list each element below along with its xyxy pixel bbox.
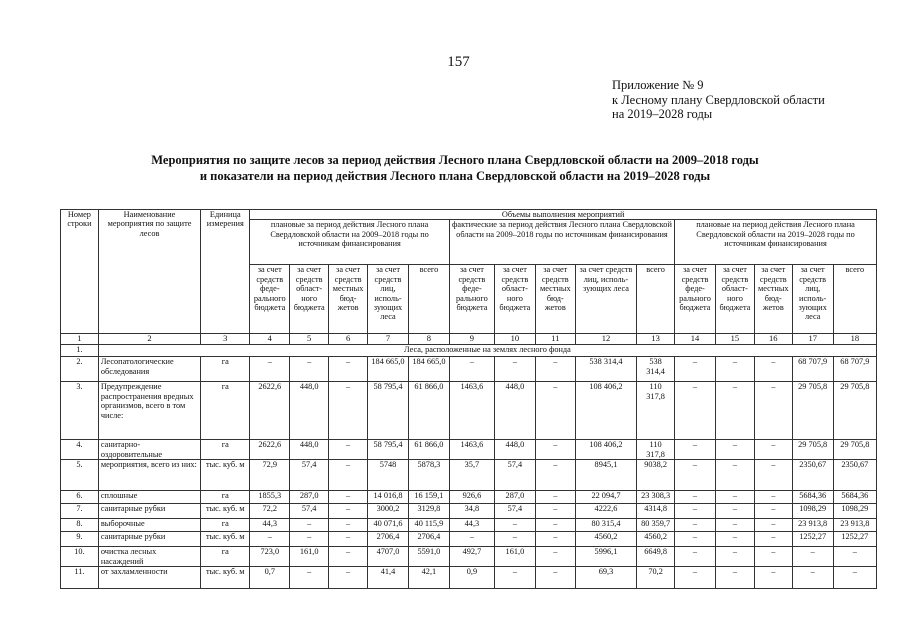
row-value: – — [675, 519, 716, 532]
sub-total: всего — [637, 265, 675, 334]
row-unit: га — [201, 491, 250, 504]
row-value: 1098,29 — [833, 504, 876, 519]
appendix-line-3: на 2019–2028 годы — [612, 107, 713, 121]
column-number-8: 8 — [408, 334, 449, 345]
row-value: 448,0 — [494, 440, 535, 460]
row-number: 7. — [61, 504, 99, 519]
column-number-11: 11 — [535, 334, 575, 345]
row-name: от захламленности — [98, 567, 200, 589]
sub-persons: за счет средств лиц, исполь-зующих леса — [792, 265, 833, 334]
row-value: – — [329, 519, 368, 532]
row-value: – — [754, 547, 792, 567]
row-value: 42,1 — [408, 567, 449, 589]
row-value: – — [833, 567, 876, 589]
row-value: – — [715, 547, 754, 567]
row-value: – — [290, 519, 329, 532]
column-number-5: 5 — [290, 334, 329, 345]
row-number: 6. — [61, 491, 99, 504]
row-value: 2706,4 — [408, 532, 449, 547]
row-number: 11. — [61, 567, 99, 589]
row-value: – — [535, 547, 575, 567]
row-value: – — [449, 357, 494, 382]
row-name: санитарные рубки — [98, 532, 200, 547]
column-number-12: 12 — [575, 334, 636, 345]
row-value: 40 071,6 — [368, 519, 409, 532]
row-value: – — [290, 567, 329, 589]
row-value: 161,0 — [290, 547, 329, 567]
row-value: 492,7 — [449, 547, 494, 567]
sub-regional: за счет средств област-ного бюджета — [494, 265, 535, 334]
row-value: – — [494, 357, 535, 382]
row-number: 9. — [61, 532, 99, 547]
row-unit: га — [201, 519, 250, 532]
title-line-2: и показатели на период действия Лесного плана Свердловской области на 2019–2028 годы — [199, 169, 711, 183]
row-value: – — [250, 532, 290, 547]
table-row — [61, 382, 877, 440]
row-value: – — [792, 547, 833, 567]
row-value: 72,9 — [250, 460, 290, 491]
row-value: 34,8 — [449, 504, 494, 519]
row-value: 8945,1 — [575, 460, 636, 491]
row-value: 4560,2 — [575, 532, 636, 547]
row-value: – — [675, 440, 716, 460]
column-numbers-row — [61, 334, 877, 345]
title-line-1: Мероприятия по защите лесов за период действия Лесного плана Свердловской области на 2009–2018 годы — [151, 153, 759, 167]
section-row — [61, 345, 877, 357]
table-row — [61, 357, 877, 382]
row-value: 0,7 — [250, 567, 290, 589]
row-unit: тыс. куб. м — [201, 460, 250, 491]
row-value: 1855,3 — [250, 491, 290, 504]
row-value: 1463,6 — [449, 382, 494, 440]
table-row — [61, 460, 877, 491]
header-group-planned-2009: плановые за период действия Лесного плана Свердловской области на 2009–2018 годы по источникам финансирования — [250, 220, 450, 265]
row-number: 10. — [61, 547, 99, 567]
row-value: 80 315,4 — [575, 519, 636, 532]
row-value: 80 359,7 — [637, 519, 675, 532]
row-value: 3000,2 — [368, 504, 409, 519]
row-value: 108 406,2 — [575, 382, 636, 440]
row-value: 110 317,8 — [637, 440, 675, 460]
row-value: – — [329, 547, 368, 567]
row-value: 926,6 — [449, 491, 494, 504]
row-value: – — [675, 504, 716, 519]
row-value: – — [329, 532, 368, 547]
column-number-7: 7 — [368, 334, 409, 345]
row-value: 538 314,4 — [575, 357, 636, 382]
row-value: 5996,1 — [575, 547, 636, 567]
row-value: – — [329, 440, 368, 460]
table-row — [61, 440, 877, 460]
section-number: 1. — [61, 345, 99, 357]
column-number-14: 14 — [675, 334, 716, 345]
row-value: – — [494, 519, 535, 532]
row-value: – — [494, 567, 535, 589]
row-value: – — [449, 532, 494, 547]
row-value: – — [675, 357, 716, 382]
appendix-line-2: к Лесному плану Свердловской области — [612, 92, 825, 107]
row-value: – — [329, 567, 368, 589]
row-value: – — [715, 382, 754, 440]
row-value: – — [675, 491, 716, 504]
column-number-10: 10 — [494, 334, 535, 345]
row-unit: тыс. куб. м — [201, 532, 250, 547]
row-value: – — [290, 532, 329, 547]
column-number-2: 2 — [98, 334, 200, 345]
row-value: – — [715, 357, 754, 382]
row-value: 29 705,8 — [792, 440, 833, 460]
row-value: – — [535, 491, 575, 504]
row-value: 70,2 — [637, 567, 675, 589]
row-value: – — [675, 547, 716, 567]
row-value: – — [329, 357, 368, 382]
row-value: 57,4 — [494, 460, 535, 491]
header-name: Наименование мероприятия по защите лесов — [98, 210, 200, 334]
row-value: 3129,8 — [408, 504, 449, 519]
row-value: 5684,36 — [833, 491, 876, 504]
row-value: 4314,8 — [637, 504, 675, 519]
row-value: – — [754, 519, 792, 532]
row-value: 448,0 — [290, 440, 329, 460]
row-value: – — [535, 532, 575, 547]
row-value: – — [715, 504, 754, 519]
row-value: 287,0 — [494, 491, 535, 504]
document-title — [60, 152, 850, 184]
row-value: – — [675, 460, 716, 491]
row-unit: га — [201, 547, 250, 567]
row-value: – — [715, 440, 754, 460]
sub-persons: за счет средств лиц, исполь-зующих леса — [575, 265, 636, 334]
row-value: 5684,36 — [792, 491, 833, 504]
row-number: 5. — [61, 460, 99, 491]
row-number: 2. — [61, 357, 99, 382]
row-name: санитарно-оздоровительные — [98, 440, 200, 460]
row-value: 29 705,8 — [833, 440, 876, 460]
sub-total: всего — [833, 265, 876, 334]
row-name: сплошные — [98, 491, 200, 504]
header-unit: Единица измерения — [201, 210, 250, 334]
row-value: – — [754, 491, 792, 504]
row-value: 14 016,8 — [368, 491, 409, 504]
row-value: – — [329, 382, 368, 440]
row-value: 68 707,9 — [792, 357, 833, 382]
column-number-9: 9 — [449, 334, 494, 345]
row-value: 448,0 — [494, 382, 535, 440]
row-value: 41,4 — [368, 567, 409, 589]
column-number-15: 15 — [715, 334, 754, 345]
row-value: 2350,67 — [792, 460, 833, 491]
page-number: 157 — [447, 54, 470, 70]
row-value: 1252,27 — [833, 532, 876, 547]
row-value: – — [329, 504, 368, 519]
row-value: 2706,4 — [368, 532, 409, 547]
header-volumes: Объемы выполнения мероприятий — [250, 210, 877, 220]
row-value: – — [329, 460, 368, 491]
row-unit: га — [201, 357, 250, 382]
row-value: 4222,6 — [575, 504, 636, 519]
row-unit: тыс. куб. м — [201, 504, 250, 519]
header-group-actual-2009: фактические за период действия Лесного плана Свердловской области на 2009–2018 годы по источникам финансирования — [449, 220, 674, 265]
appendix-note — [612, 78, 825, 122]
row-value: – — [754, 532, 792, 547]
row-value: 5748 — [368, 460, 409, 491]
row-value: – — [329, 491, 368, 504]
table-row — [61, 547, 877, 567]
row-name: выборочные — [98, 519, 200, 532]
row-value: – — [290, 357, 329, 382]
row-value: – — [675, 567, 716, 589]
row-value: 23 308,3 — [637, 491, 675, 504]
row-value: – — [754, 357, 792, 382]
row-unit: га — [201, 382, 250, 440]
sub-local: за счет средств местных бюд-жетов — [754, 265, 792, 334]
row-value: 35,7 — [449, 460, 494, 491]
row-value: 57,4 — [494, 504, 535, 519]
row-value: 22 094,7 — [575, 491, 636, 504]
row-value: – — [754, 440, 792, 460]
row-value: 23 913,8 — [792, 519, 833, 532]
row-value: 448,0 — [290, 382, 329, 440]
column-number-18: 18 — [833, 334, 876, 345]
sub-regional: за счет средств област-ного бюджета — [290, 265, 329, 334]
row-value: – — [675, 382, 716, 440]
sub-local: за счет средств местных бюд-жетов — [535, 265, 575, 334]
row-value: – — [754, 504, 792, 519]
row-value: 57,4 — [290, 504, 329, 519]
row-value: 108 406,2 — [575, 440, 636, 460]
row-value: 68 707,9 — [833, 357, 876, 382]
row-value: – — [792, 567, 833, 589]
row-value: 184 665,0 — [408, 357, 449, 382]
row-value: 5591,0 — [408, 547, 449, 567]
row-value: – — [715, 460, 754, 491]
row-value: 69,3 — [575, 567, 636, 589]
row-value: 161,0 — [494, 547, 535, 567]
table-row — [61, 567, 877, 589]
column-number-13: 13 — [637, 334, 675, 345]
row-value: – — [535, 567, 575, 589]
table-row — [61, 504, 877, 519]
row-value: 1098,29 — [792, 504, 833, 519]
row-value: – — [535, 460, 575, 491]
row-value: – — [535, 440, 575, 460]
section-title: Леса, расположенные на землях лесного фонда — [98, 345, 876, 357]
row-value: 6649,8 — [637, 547, 675, 567]
table-row — [61, 491, 877, 504]
row-value: 0,9 — [449, 567, 494, 589]
row-value: – — [535, 519, 575, 532]
row-value: – — [715, 519, 754, 532]
row-value: – — [250, 357, 290, 382]
row-value: 2622,6 — [250, 382, 290, 440]
row-value: 58 795,4 — [368, 382, 409, 440]
column-number-17: 17 — [792, 334, 833, 345]
sub-federal: за счет средств феде-рального бюджета — [449, 265, 494, 334]
sub-local: за счет средств местных бюд-жетов — [329, 265, 368, 334]
column-number-16: 16 — [754, 334, 792, 345]
row-value: 40 115,9 — [408, 519, 449, 532]
column-number-1: 1 — [61, 334, 99, 345]
row-value: – — [535, 382, 575, 440]
row-unit: га — [201, 440, 250, 460]
row-value: 4560,2 — [637, 532, 675, 547]
row-value: – — [535, 504, 575, 519]
table-row — [61, 532, 877, 547]
row-value: – — [833, 547, 876, 567]
row-number: 8. — [61, 519, 99, 532]
column-number-3: 3 — [201, 334, 250, 345]
row-value: 5878,3 — [408, 460, 449, 491]
row-value: 1252,27 — [792, 532, 833, 547]
row-value: 58 795,4 — [368, 440, 409, 460]
row-value: 538 314,4 — [637, 357, 675, 382]
row-value: 1463,6 — [449, 440, 494, 460]
row-name: мероприятия, всего из них: — [98, 460, 200, 491]
row-value: 72,2 — [250, 504, 290, 519]
row-name: Лесопатологические обследования — [98, 357, 200, 382]
row-value: – — [754, 382, 792, 440]
column-number-4: 4 — [250, 334, 290, 345]
sub-persons: за счет средств лиц, исполь-зующих леса — [368, 265, 409, 334]
row-value: 2350,67 — [833, 460, 876, 491]
table-row — [61, 519, 877, 532]
row-value: – — [754, 460, 792, 491]
row-value: 44,3 — [449, 519, 494, 532]
row-value: 2622,6 — [250, 440, 290, 460]
row-value: 61 866,0 — [408, 382, 449, 440]
row-value: 9038,2 — [637, 460, 675, 491]
row-value: 184 665,0 — [368, 357, 409, 382]
row-number: 3. — [61, 382, 99, 440]
measures-table — [60, 209, 877, 589]
row-value: 44,3 — [250, 519, 290, 532]
appendix-line-1: Приложение № 9 — [612, 78, 704, 92]
sub-total: всего — [408, 265, 449, 334]
row-value: – — [494, 532, 535, 547]
header-row-number: Номер строки — [61, 210, 99, 334]
row-value: – — [754, 567, 792, 589]
row-value: 29 705,8 — [792, 382, 833, 440]
sub-federal: за счет средств феде-рального бюджета — [250, 265, 290, 334]
row-value: – — [715, 491, 754, 504]
row-value: – — [715, 532, 754, 547]
row-value: – — [675, 532, 716, 547]
row-value: – — [535, 357, 575, 382]
row-value: – — [715, 567, 754, 589]
row-number: 4. — [61, 440, 99, 460]
row-value: 23 913,8 — [833, 519, 876, 532]
row-value: 110 317,8 — [637, 382, 675, 440]
row-value: 29 705,8 — [833, 382, 876, 440]
row-value: 4707,0 — [368, 547, 409, 567]
column-number-6: 6 — [329, 334, 368, 345]
row-name: санитарные рубки — [98, 504, 200, 519]
sub-federal: за счет средств феде-рального бюджета — [675, 265, 716, 334]
row-value: 57,4 — [290, 460, 329, 491]
header-group-planned-2019: плановые на период действия Лесного плана Свердловской области на 2019–2028 годы по источникам финансирования — [675, 220, 877, 265]
row-value: 16 159,1 — [408, 491, 449, 504]
row-value: 723,0 — [250, 547, 290, 567]
sub-regional: за счет средств област-ного бюджета — [715, 265, 754, 334]
row-unit: тыс. куб. м — [201, 567, 250, 589]
row-value: 287,0 — [290, 491, 329, 504]
row-name: Предупреждение распространения вредных организмов, всего в том числе: — [98, 382, 200, 440]
row-value: 61 866,0 — [408, 440, 449, 460]
row-name: очистка лесных насаждений — [98, 547, 200, 567]
